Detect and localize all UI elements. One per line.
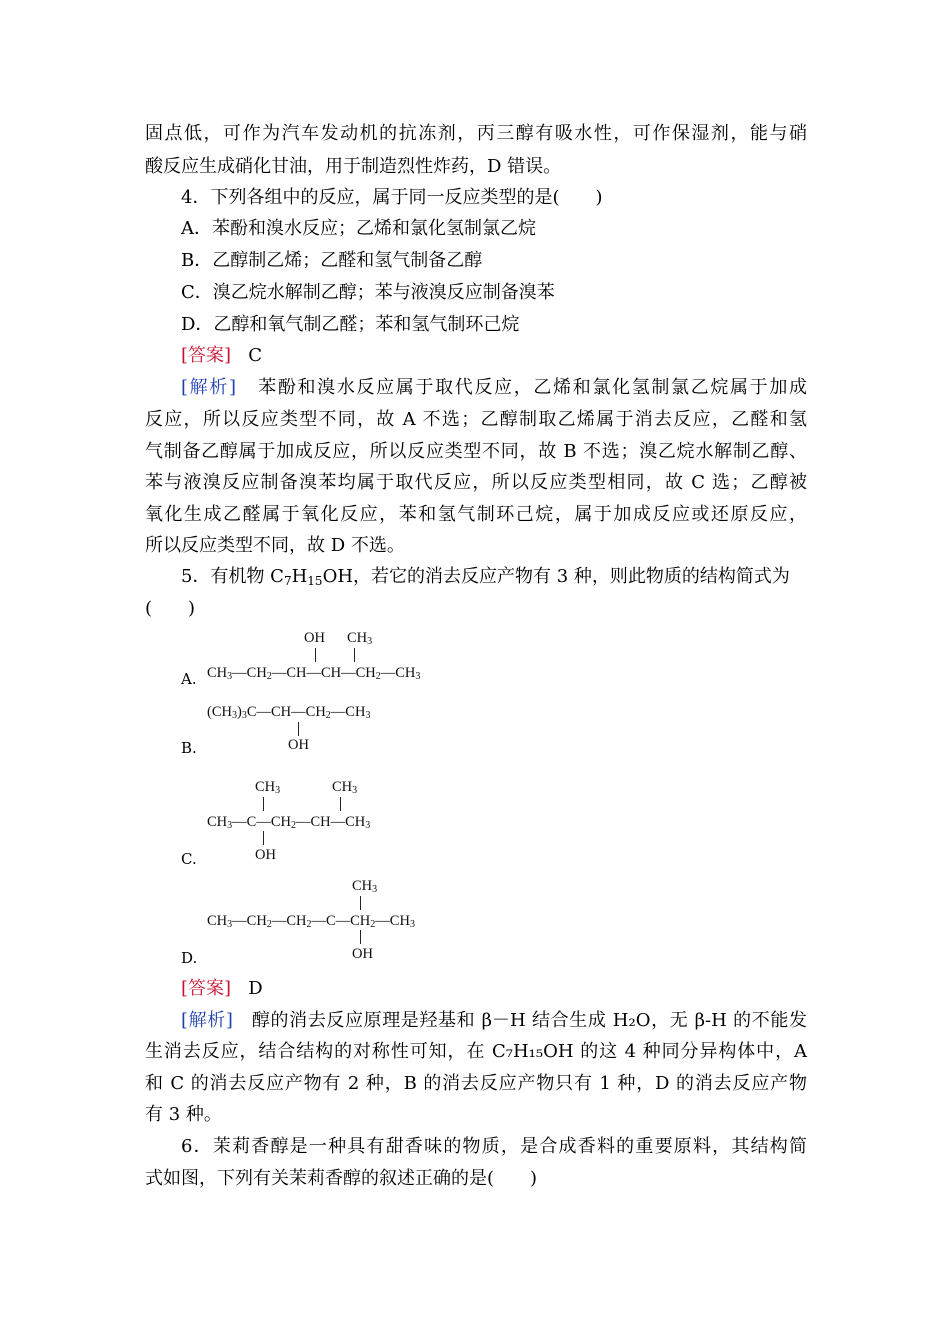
answer-tag: [答案] [181, 345, 232, 366]
analysis-line: 气制备乙醇属于加成反应，所以反应类型不同，故 B 不选；溴乙烷水解制乙醇、 [145, 441, 807, 462]
structure-b-label: B. [181, 739, 197, 757]
main-chain: $CH_3—C—CH_2—CH—CH_3$ [207, 814, 371, 831]
analysis-line: 生消去反应，结合结构的对称性可知，在 C₇H₁₅OH 的这 4 种同分异构体中，A [145, 1041, 807, 1062]
analysis-text: 苯酚和溴水反应属于取代反应，乙烯和氯化氢制氯乙烷属于加成 [258, 377, 808, 398]
answer-value: C [248, 345, 262, 366]
answer-line [181, 978, 263, 1000]
substituent-oh: OH [288, 737, 309, 753]
analysis-first-line [181, 377, 807, 399]
question-5-stem: 5．有机物 $C_7H_{15}OH$，若它的消去反应产物有 3 种，则此物质的结构简式为 [181, 566, 790, 588]
substituent-oh: OH [304, 630, 325, 646]
paragraph-line: 固点低，可作为汽车发动机的抗冻剂，丙三醇有吸水性，可作保湿剂，能与硝 [145, 123, 807, 144]
analysis-tag: [解析] [181, 1010, 233, 1031]
substituent-oh: OH [255, 847, 276, 863]
question-6-stem-line2: 式如图，下列有关茉莉香醇的叙述正确的是( ) [145, 1168, 538, 1189]
analysis-text: 醇的消去反应原理是羟基和 β－H 结合生成 H₂O，无 β-H 的不能发 [251, 1010, 808, 1031]
option-c: C．溴乙烷水解制乙醇；苯与液溴反应制备溴苯 [181, 282, 555, 303]
structure-b [207, 704, 467, 754]
structure-c-label: C. [181, 850, 197, 868]
structure-a [207, 630, 487, 690]
substituent-ch3: $CH_3$ [255, 779, 281, 796]
option-a: A．苯酚和溴水反应；乙烯和氯化氢制氯乙烷 [181, 218, 536, 239]
analysis-line: 所以反应类型不同，故 D 不选。 [145, 535, 405, 556]
question-6-stem: 6．茉莉香醇是一种具有甜香味的物质，是合成香料的重要原料，其结构简 [181, 1136, 807, 1157]
analysis-line: 反应，所以反应类型不同，故 A 不选；乙醇制取乙烯属于消去反应，乙醛和氢 [145, 409, 807, 430]
question-5-stem-line2: ( ) [145, 598, 196, 619]
substituent-ch3: $CH_3$ [347, 630, 373, 647]
answer-tag: [答案] [181, 978, 232, 999]
option-b: B．乙醇制乙烯；乙醛和氢气制备乙醇 [181, 250, 483, 271]
substituent-ch3: $CH_3$ [332, 779, 358, 796]
answer-value: D [248, 978, 263, 999]
substituent-ch3: $CH_3$ [352, 878, 378, 895]
option-d: D．乙醇和氧气制乙醛；苯和氢气制环己烷 [181, 314, 520, 335]
main-chain: $CH_3—CH_2—CH—CH—CH_2—CH_3$ [207, 665, 421, 682]
structure-d [207, 878, 487, 968]
paragraph-line: 酸反应生成硝化甘油，用于制造烈性炸药，D 错误。 [145, 156, 562, 177]
answer-line [181, 345, 262, 367]
question-4-stem: 4．下列各组中的反应，属于同一反应类型的是( ) [181, 187, 603, 208]
analysis-line: 和 C 的消去反应产物有 2 种，B 的消去反应产物只有 1 种，D 的消去反应产物 [145, 1073, 807, 1094]
structure-d-label: D. [181, 949, 198, 967]
analysis-line: 有 3 种。 [145, 1104, 222, 1125]
analysis-line: 氧化生成乙醛属于氧化反应，苯和氢气制环己烷，属于加成反应或还原反应， [145, 504, 807, 525]
substituent-oh: OH [352, 946, 373, 962]
structure-c [207, 779, 447, 869]
analysis-tag: [解析] [181, 377, 237, 398]
structure-a-label: A. [181, 670, 197, 688]
analysis-line: 苯与液溴反应制备溴苯均属于取代反应，所以反应类型相同，故 C 选；乙醇被 [145, 472, 807, 493]
main-chain: $(CH_3)_3C—CH—CH_2—CH_3$ [207, 704, 371, 721]
main-chain: $CH_3—CH_2—CH_2—C—CH_2—CH_3$ [207, 913, 415, 930]
analysis-first-line [181, 1010, 807, 1032]
